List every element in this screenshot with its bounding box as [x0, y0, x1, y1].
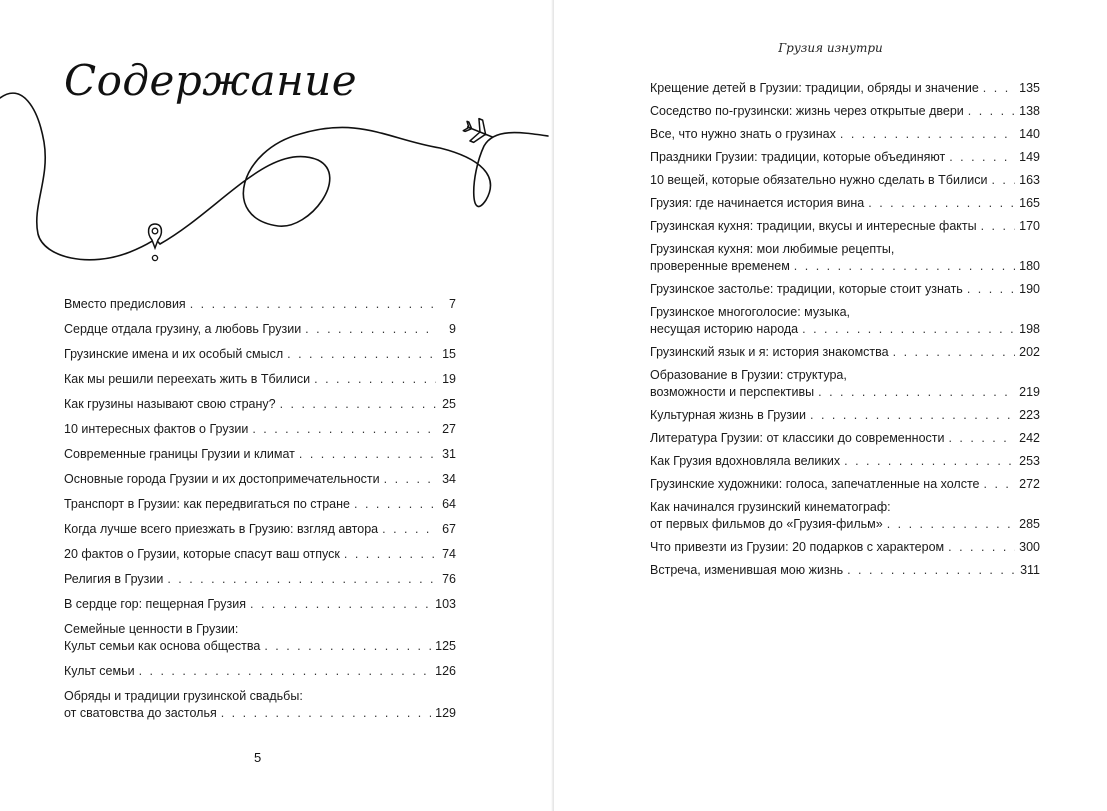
toc-entry-title: Все, что нужно знать о грузинах [650, 127, 836, 141]
toc-entry-title: Как мы решили переехать жить в Тбилиси [64, 372, 311, 386]
toc-entry[interactable] [64, 688, 456, 722]
toc-entry[interactable] [64, 471, 456, 488]
toc-dot-leader [280, 396, 436, 413]
toc-entry-row [650, 407, 1040, 424]
toc-entry[interactable] [650, 172, 1040, 189]
toc-dot-leader [840, 126, 1015, 143]
toc-entry-title: Встреча, изменившая мою жизнь [650, 563, 844, 577]
page-number: 5 [254, 750, 262, 765]
toc-entry-row [64, 471, 456, 488]
toc-entry[interactable] [64, 546, 456, 563]
toc-dot-leader [167, 571, 436, 588]
toc-entry-title: Как Грузия вдохновляла великих [650, 454, 841, 468]
toc-page-number: 202 [1019, 345, 1040, 359]
toc-dot-leader [384, 471, 436, 488]
toc-entry-title-line: Семейные ценности в Грузии: [64, 622, 239, 636]
toc-entry[interactable] [650, 126, 1040, 143]
toc-entry-row [650, 476, 1040, 493]
toc-entry[interactable] [64, 663, 456, 680]
toc-entry-row [64, 546, 456, 563]
toc-entry[interactable] [64, 371, 456, 388]
toc-entry-title: В сердце гор: пещерная Грузия [64, 597, 247, 611]
toc-page-number: 64 [442, 497, 456, 511]
toc-page-number: 170 [1019, 219, 1040, 233]
toc-entry-row [64, 421, 456, 438]
toc-dot-leader [344, 546, 436, 563]
toc-page-number: 67 [442, 522, 456, 536]
toc-entry-row [650, 172, 1040, 189]
toc-entry[interactable] [650, 103, 1040, 120]
toc-entry-row [64, 663, 456, 680]
toc-dot-leader [299, 446, 436, 463]
toc-page-number: 165 [1019, 196, 1040, 210]
toc-dot-leader [252, 421, 436, 438]
toc-entry-title: несущая историю народа [650, 322, 799, 336]
toc-entry-title-line: Как начинался грузинский кинематограф: [650, 500, 891, 514]
toc-dot-leader [810, 407, 1015, 424]
toc-entry[interactable] [650, 407, 1040, 424]
toc-page-number: 27 [442, 422, 456, 436]
toc-entry-row [64, 321, 456, 338]
toc-entry-title: Транспорт в Грузии: как передвигаться по стране [64, 497, 350, 511]
toc-list-left [64, 296, 456, 730]
toc-entry-row [64, 346, 456, 363]
toc-entry-row [64, 446, 456, 463]
toc-entry-title: Культурная жизнь в Грузии [650, 408, 807, 422]
toc-entry[interactable] [650, 562, 1040, 579]
toc-dot-leader [887, 516, 1015, 533]
toc-entry[interactable] [64, 571, 456, 588]
toc-entry[interactable] [64, 396, 456, 413]
right-page [554, 0, 1107, 811]
toc-entry-title: возможности и перспективы [650, 385, 815, 399]
toc-entry-title: Грузинская кухня: традиции, вкусы и интересные факты [650, 219, 977, 233]
toc-dot-leader [264, 638, 431, 655]
toc-entry[interactable] [64, 496, 456, 513]
toc-entry-row [650, 126, 1040, 143]
toc-entry-title: 10 вещей, которые обязательно нужно сделать в Тбилиси [650, 173, 988, 187]
toc-entry-row [650, 80, 1040, 97]
toc-page-number: 198 [1019, 322, 1040, 336]
left-page [0, 0, 553, 811]
toc-entry-title: Литература Грузии: от классики до современности [650, 431, 945, 445]
toc-page-number: 126 [435, 664, 456, 678]
toc-entry-row [650, 384, 1040, 401]
toc-entry[interactable] [650, 281, 1040, 298]
toc-entry-title: Грузинское застолье: традиции, которые стоит узнать [650, 282, 963, 296]
toc-page-number: 242 [1019, 431, 1040, 445]
toc-page-number: 190 [1019, 282, 1040, 296]
running-head: Грузия изнутри [778, 41, 883, 55]
toc-entry-title-line: Грузинское многоголосие: музыка, [650, 305, 851, 319]
toc-dot-leader [983, 80, 1015, 97]
toc-entry-row [64, 596, 456, 613]
toc-dot-leader [794, 258, 1015, 275]
toc-dot-leader [190, 296, 436, 313]
toc-dot-leader [305, 321, 436, 338]
toc-entry-title: Вместо предисловия [64, 297, 186, 311]
toc-dot-leader [981, 218, 1016, 235]
toc-entry-title: Крещение детей в Грузии: традиции, обряды и значение [650, 81, 979, 95]
toc-entry-title: Культ семьи [64, 664, 135, 678]
toc-entry-title: 10 интересных фактов о Грузии [64, 422, 249, 436]
toc-dot-leader [868, 195, 1015, 212]
toc-page-number: 140 [1019, 127, 1040, 141]
toc-page-number: 163 [1019, 173, 1040, 187]
toc-entry[interactable] [650, 195, 1040, 212]
toc-entry-title-line: Образование в Грузии: структура, [650, 368, 847, 382]
toc-page-number: 285 [1019, 517, 1040, 531]
toc-entry-row [64, 705, 456, 722]
toc-entry[interactable] [64, 321, 456, 338]
toc-dot-leader [893, 344, 1016, 361]
toc-entry[interactable] [650, 344, 1040, 361]
toc-entry-row [650, 149, 1040, 166]
toc-dot-leader [967, 281, 1015, 298]
toc-entry-title: Что привезти из Грузии: 20 подарков с характером [650, 540, 945, 554]
toc-entry[interactable] [650, 476, 1040, 493]
toc-entry[interactable] [650, 539, 1040, 556]
toc-page-number: 76 [442, 572, 456, 586]
toc-page-number: 74 [442, 547, 456, 561]
toc-page-number: 219 [1019, 385, 1040, 399]
toc-entry-title: Праздники Грузии: традиции, которые объединяют [650, 150, 946, 164]
toc-dot-leader [984, 476, 1016, 493]
toc-entry-title-line: Обряды и традиции грузинской свадьбы: [64, 689, 303, 703]
toc-page-number: 135 [1019, 81, 1040, 95]
toc-page-number: 129 [435, 706, 456, 720]
toc-dot-leader [991, 172, 1015, 189]
toc-entry[interactable] [650, 453, 1040, 470]
toc-page-number: 138 [1019, 104, 1040, 118]
toc-page-number: 125 [435, 639, 456, 653]
toc-entry[interactable] [64, 346, 456, 363]
toc-entry-row [650, 344, 1040, 361]
toc-entry[interactable] [64, 421, 456, 438]
toc-page-number: 25 [442, 397, 456, 411]
toc-page-number: 272 [1019, 477, 1040, 491]
toc-page-number: 180 [1019, 259, 1040, 273]
toc-dot-leader [948, 430, 1015, 447]
toc-dot-leader [949, 149, 1015, 166]
toc-entry-row [64, 371, 456, 388]
toc-entry[interactable] [650, 304, 1040, 338]
toc-entry-row [64, 571, 456, 588]
toc-entry[interactable] [64, 621, 456, 655]
toc-entry[interactable] [650, 367, 1040, 401]
toc-entry-row [650, 562, 1040, 579]
toc-entry[interactable] [650, 218, 1040, 235]
toc-entry-title: Грузия: где начинается история вина [650, 196, 865, 210]
toc-entry-title: Основные города Грузии и их достопримечательности [64, 472, 380, 486]
toc-entry-title: от первых фильмов до «Грузия-фильм» [650, 517, 883, 531]
toc-dot-leader [354, 496, 436, 513]
toc-entry-row [650, 258, 1040, 275]
toc-entry[interactable] [64, 446, 456, 463]
toc-entry[interactable] [650, 149, 1040, 166]
toc-entry-title: Грузинские художники: голоса, запечатленные на холсте [650, 477, 980, 491]
flight-path-decoration [0, 0, 553, 290]
toc-entry-row [64, 296, 456, 313]
toc-entry[interactable] [650, 80, 1040, 97]
toc-entry[interactable] [650, 499, 1040, 533]
toc-dot-leader [948, 539, 1015, 556]
page-title: Содержание [64, 56, 358, 105]
toc-dot-leader [139, 663, 432, 680]
toc-dot-leader [314, 371, 436, 388]
toc-entry-title: Соседство по-грузински: жизнь через открытые двери [650, 104, 964, 118]
toc-entry-title: Грузинский язык и я: история знакомства [650, 345, 889, 359]
toc-dot-leader [221, 705, 431, 722]
toc-entry-row [650, 539, 1040, 556]
toc-entry-title: Религия в Грузии [64, 572, 164, 586]
toc-entry-title-line: Грузинская кухня: мои любимые рецепты, [650, 242, 895, 256]
toc-entry-title: 20 фактов о Грузии, которые спасут ваш отпуск [64, 547, 340, 561]
toc-entry[interactable] [64, 296, 456, 313]
toc-entry-title: Когда лучше всего приезжать в Грузию: взгляд автора [64, 522, 379, 536]
toc-page-number: 34 [442, 472, 456, 486]
toc-entry-row [650, 430, 1040, 447]
toc-dot-leader [287, 346, 436, 363]
toc-page-number: 311 [1020, 563, 1040, 577]
toc-page-number: 15 [442, 347, 456, 361]
toc-entry-title: Современные границы Грузии и климат [64, 447, 295, 461]
toc-page-number: 103 [435, 597, 456, 611]
flight-path-line [0, 93, 548, 260]
toc-dot-leader [847, 562, 1016, 579]
toc-entry-row [650, 103, 1040, 120]
toc-page-number: 19 [442, 372, 456, 386]
toc-entry[interactable] [64, 596, 456, 613]
toc-entry-row [64, 496, 456, 513]
toc-dot-leader [968, 103, 1015, 120]
toc-entry-title: проверенные временем [650, 259, 790, 273]
toc-entry-row [650, 321, 1040, 338]
toc-list-right [650, 80, 1040, 585]
toc-entry-row [650, 281, 1040, 298]
toc-entry-title: Как грузины называют свою страну? [64, 397, 276, 411]
toc-entry-row [650, 516, 1040, 533]
toc-page-number: 31 [442, 447, 456, 461]
toc-dot-leader [802, 321, 1015, 338]
toc-entry-row [64, 396, 456, 413]
toc-dot-leader [250, 596, 431, 613]
toc-page-number: 223 [1019, 408, 1040, 422]
toc-dot-leader [844, 453, 1015, 470]
toc-page-number: 253 [1019, 454, 1040, 468]
toc-dot-leader [818, 384, 1015, 401]
toc-entry-title: Грузинские имена и их особый смысл [64, 347, 284, 361]
toc-page-number: 7 [449, 297, 456, 311]
toc-entry-title: Культ семьи как основа общества [64, 639, 261, 653]
toc-entry[interactable] [650, 430, 1040, 447]
toc-entry-title: от сватовства до застолья [64, 706, 217, 720]
toc-entry-row [650, 218, 1040, 235]
toc-entry-row [650, 453, 1040, 470]
toc-page-number: 149 [1019, 150, 1040, 164]
toc-entry[interactable] [64, 521, 456, 538]
toc-entry-title: Сердце отдала грузину, а любовь Грузии [64, 322, 302, 336]
toc-page-number: 9 [449, 322, 456, 336]
toc-entry-row [64, 521, 456, 538]
toc-entry-row [64, 638, 456, 655]
airplane-icon [461, 115, 498, 148]
toc-dot-leader [382, 521, 436, 538]
toc-entry[interactable] [650, 241, 1040, 275]
toc-page-number: 300 [1019, 540, 1040, 554]
toc-entry-row [650, 195, 1040, 212]
